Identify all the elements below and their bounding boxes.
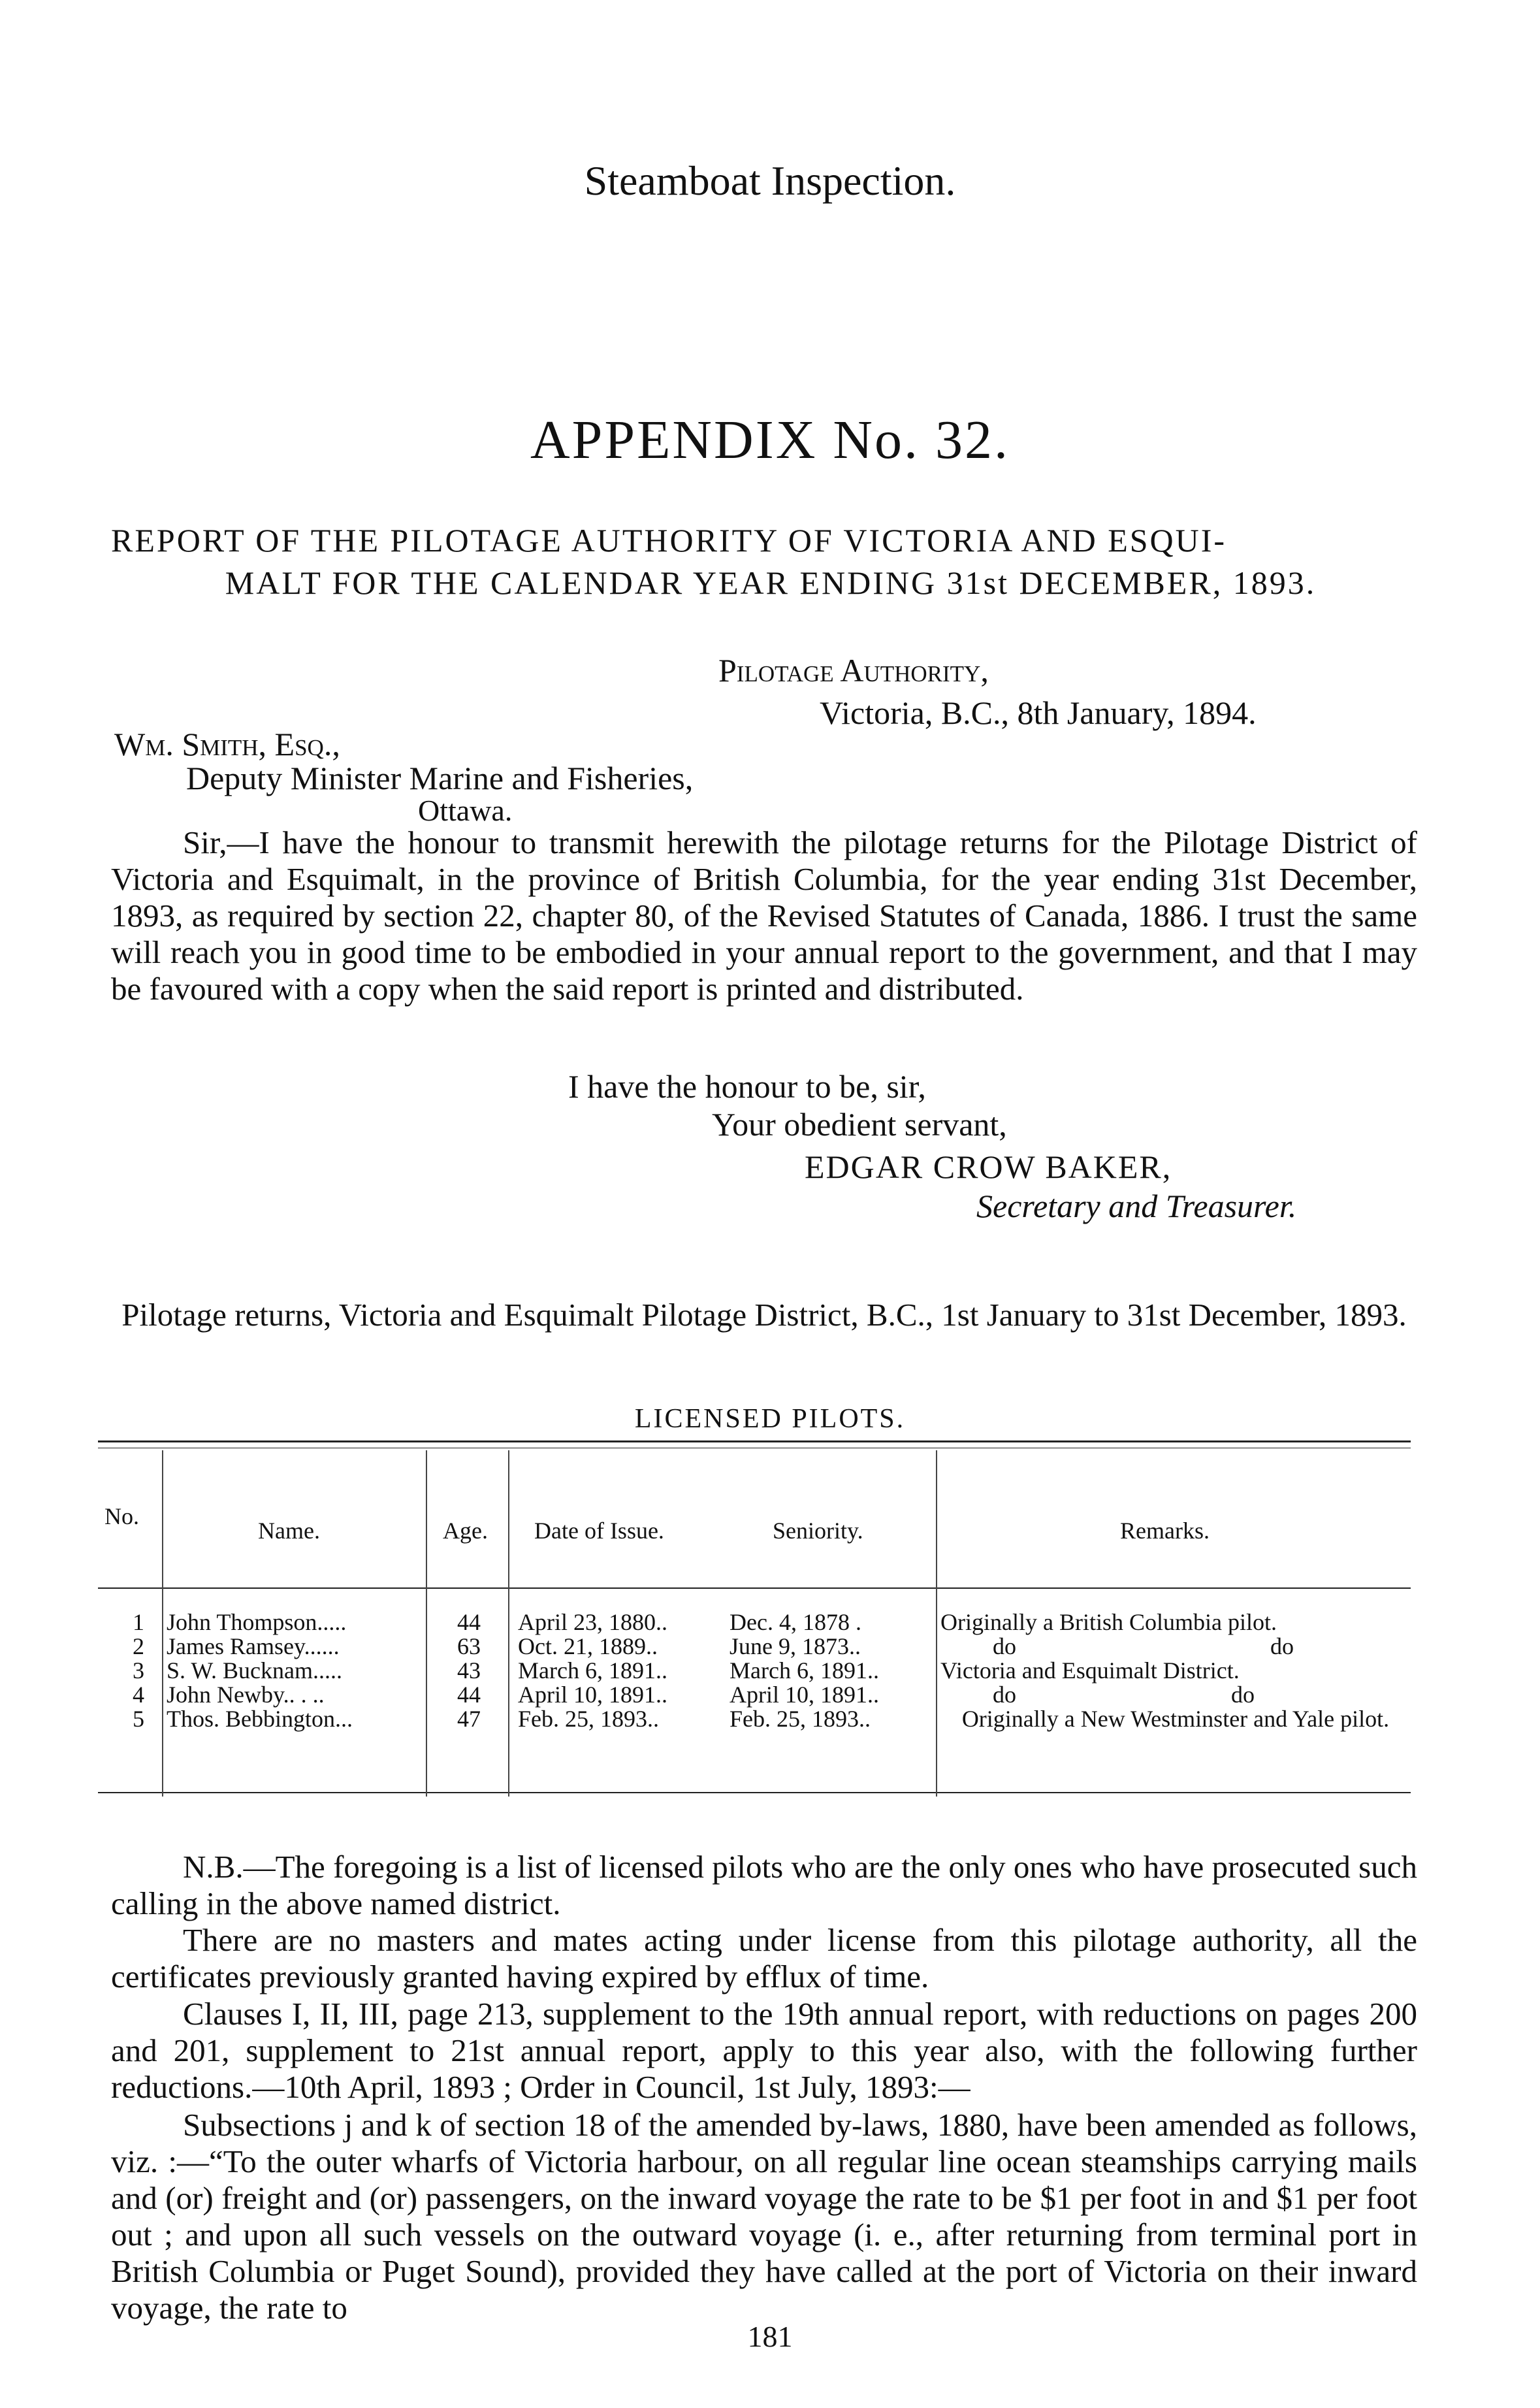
column-divider	[426, 1450, 427, 1797]
table-heading: LICENSED PILOTS.	[634, 1404, 906, 1434]
column-header-date-of-issue: Date of Issue.	[534, 1518, 664, 1544]
cell-remarks: Victoria and Esquimalt District.	[940, 1657, 1240, 1684]
column-header-seniority: Seniority.	[773, 1518, 863, 1544]
cell-date-of-issue: April 10, 1891..	[518, 1682, 667, 1708]
cell-date-of-issue: Feb. 25, 1893..	[518, 1706, 659, 1732]
note-paragraph: There are no masters and mates acting under license from this pilotage authority, all the certificates previously granted having expired by efflux of time.	[111, 1922, 1417, 1994]
letter-signature: EDGAR CROW BAKER,	[805, 1148, 1172, 1185]
column-divider	[936, 1450, 937, 1797]
returns-heading: Pilotage returns, Victoria and Esquimalt Pilotage District, B.C., 1st January to 31st December, 1893.	[121, 1297, 1407, 1333]
cell-no: 3	[133, 1657, 144, 1684]
cell-remarks: do do	[993, 1633, 1294, 1659]
cell-age: 43	[457, 1657, 481, 1684]
cell-remarks: Originally a New Westminster and Yale pilot.	[961, 1706, 1390, 1732]
table-header-rule	[98, 1587, 1411, 1589]
cell-date-of-issue: March 6, 1891..	[518, 1657, 667, 1684]
cell-date-of-issue: Oct. 21, 1889..	[518, 1633, 658, 1659]
column-divider	[162, 1450, 163, 1797]
letter-addressee-name: Wm. Smith, Esq.,	[114, 726, 340, 762]
cell-age: 63	[457, 1633, 481, 1659]
letter-closing-1: I have the honour to be, sir,	[568, 1068, 926, 1105]
cell-seniority: Dec. 4, 1878 .	[730, 1609, 861, 1635]
note-paragraph: Clauses I, II, III, page 213, supplement to the 19th annual report, with reductions on pages 200 and 201, supplement to 21st annual report, apply to this year also, with the following further reductions.—10th April, 1893 ; Order in Council, 1st July, 1893:—	[111, 1996, 1417, 2105]
letter-addressee-place: Ottawa.	[418, 794, 513, 827]
letter-closing-2: Your obedient servant,	[712, 1106, 1007, 1143]
cell-age: 44	[457, 1682, 481, 1708]
note-paragraph: N.B.—The foregoing is a list of licensed pilots who are the only ones who have prosecuted such calling in the above named district.	[111, 1849, 1417, 1921]
letter-from-line-2: Victoria, B.C., 8th January, 1894.	[820, 694, 1257, 731]
running-head: Steamboat Inspection.	[584, 157, 956, 204]
letter-from-line-1: Pilotage Authority,	[718, 652, 989, 689]
cell-no: 2	[133, 1633, 144, 1659]
table-bottom-rule	[98, 1792, 1411, 1793]
cell-remarks: do do	[993, 1682, 1255, 1708]
cell-name: Thos. Bebbington...	[167, 1706, 353, 1732]
cell-date-of-issue: April 23, 1880..	[518, 1609, 667, 1635]
column-header-age: Age.	[443, 1518, 488, 1544]
cell-name: James Ramsey......	[167, 1633, 340, 1659]
column-header-name: Name.	[258, 1518, 320, 1544]
letter-signature-title: Secretary and Treasurer.	[976, 1188, 1297, 1224]
letter-addressee-title: Deputy Minister Marine and Fisheries,	[186, 760, 694, 796]
cell-no: 1	[133, 1609, 144, 1635]
report-title-line-2: MALT FOR THE CALENDAR YEAR ENDING 31st DECEMBER, 1893.	[225, 564, 1317, 601]
appendix-title: APPENDIX No. 32.	[530, 410, 1010, 470]
cell-name: John Newby.. . ..	[167, 1682, 325, 1708]
cell-seniority: April 10, 1891..	[730, 1682, 879, 1708]
cell-no: 4	[133, 1682, 144, 1708]
cell-seniority: March 6, 1891..	[730, 1657, 879, 1684]
cell-seniority: June 9, 1873..	[730, 1633, 861, 1659]
note-paragraph: Subsections j and k of section 18 of the amended by-laws, 1880, have been amended as follows, viz. :—“To the outer wharfs of Victoria harbour, on all regular line ocean steamships carrying mails and (or) freight and (or) passengers, on the inward voyage the rate to be $1 per foot in and $1 per foot out ; and upon all such vessels on the outward voyage (i. e., after returning from terminal port in British Columbia or Puget Sound), provided they have called at the port of Victoria on their inward voyage, the rate to	[111, 2107, 1417, 2326]
cell-age: 47	[457, 1706, 481, 1732]
cell-age: 44	[457, 1609, 481, 1635]
report-title-line-1: REPORT OF THE PILOTAGE AUTHORITY OF VICTORIA AND ESQUI-	[111, 522, 1227, 559]
column-header-no: No.	[104, 1503, 139, 1529]
column-header-remarks: Remarks.	[1120, 1518, 1210, 1544]
page-number: 181	[747, 2320, 793, 2353]
column-divider	[508, 1450, 509, 1797]
table-top-rule	[98, 1440, 1411, 1442]
cell-seniority: Feb. 25, 1893..	[730, 1706, 871, 1732]
cell-name: John Thompson.....	[167, 1609, 347, 1635]
cell-name: S. W. Bucknam.....	[167, 1657, 343, 1684]
cell-no: 5	[133, 1706, 144, 1732]
letter-body: Sir,—I have the honour to transmit herewith the pilotage returns for the Pilotage District of Victoria and Esquimalt, in the province of British Columbia, for the year ending 31st December, 1893, as required by section 22, chapter 80, of the Revised Statutes of Canada, 1886. I trust the same will reach you in good time to be embodied in your annual report to the government, and that I may be favoured with a copy when the said report is printed and distributed.	[111, 824, 1417, 1007]
cell-remarks: Originally a British Columbia pilot.	[940, 1609, 1277, 1635]
